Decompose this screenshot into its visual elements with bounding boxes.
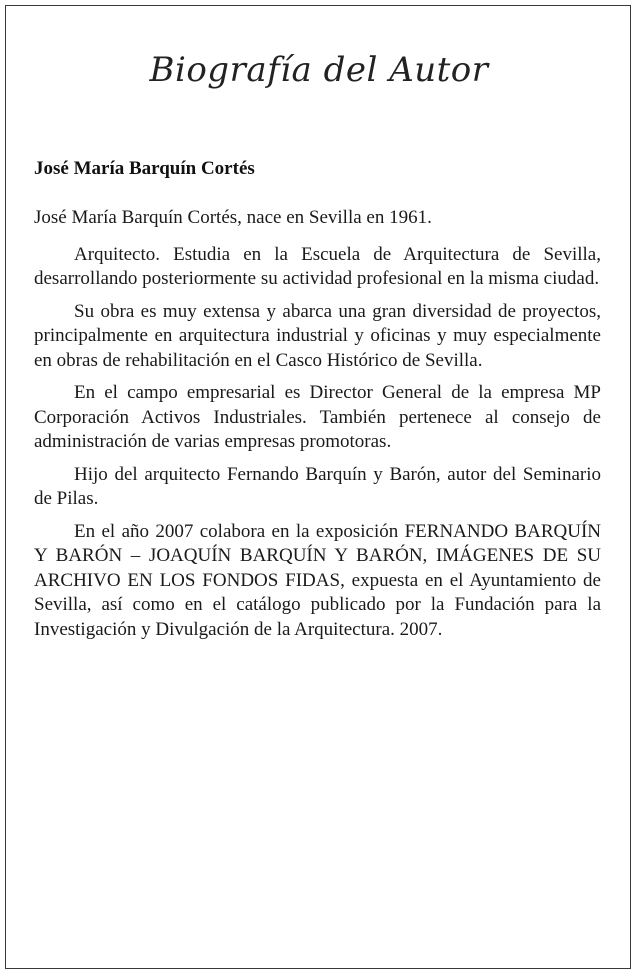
- bio-paragraph-work: Su obra es muy extensa y abarca una gran diversidad de proyectos, principalmente en arquitectura industrial y oficinas y muy especialmente en obras de rehabilitación en el Casco Histórico de Sevilla.: [34, 300, 601, 371]
- bio-paragraph-education: Arquitecto. Estudia en la Escuela de Arquitectura de Sevilla, desarrollando posteriormente su actividad profesional en la misma ciudad.: [34, 243, 601, 289]
- bio-paragraph-birth: José María Barquín Cortés, nace en Sevilla en 1961.: [34, 207, 432, 228]
- bio-paragraph-exhibition: En el año 2007 colabora en la exposición FERNANDO BARQUÍN Y BARÓN – JOAQUÍN BARQUÍN Y BARÓN, IMÁGENES DE SU ARCHIVO EN LOS FONDOS FIDAS, expuesta en el Ayuntamiento de Sevilla, así como en el catálogo publicado por la Fundación para la Investigación y Divulgación de la Arquitectura. 2007.: [34, 520, 601, 640]
- page-title: Biografía del Autor: [149, 50, 489, 90]
- author-name-heading: José María Barquín Cortés: [34, 158, 255, 179]
- bio-paragraph-business: En el campo empresarial es Director General de la empresa MP Corporación Activos Industriales. También pertenece al consejo de administración de varias empresas promotoras.: [34, 382, 601, 452]
- biography-text: [34, 206, 601, 650]
- bio-paragraph-family: Hijo del arquitecto Fernando Barquín y Barón, autor del Seminario de Pilas.: [34, 463, 601, 509]
